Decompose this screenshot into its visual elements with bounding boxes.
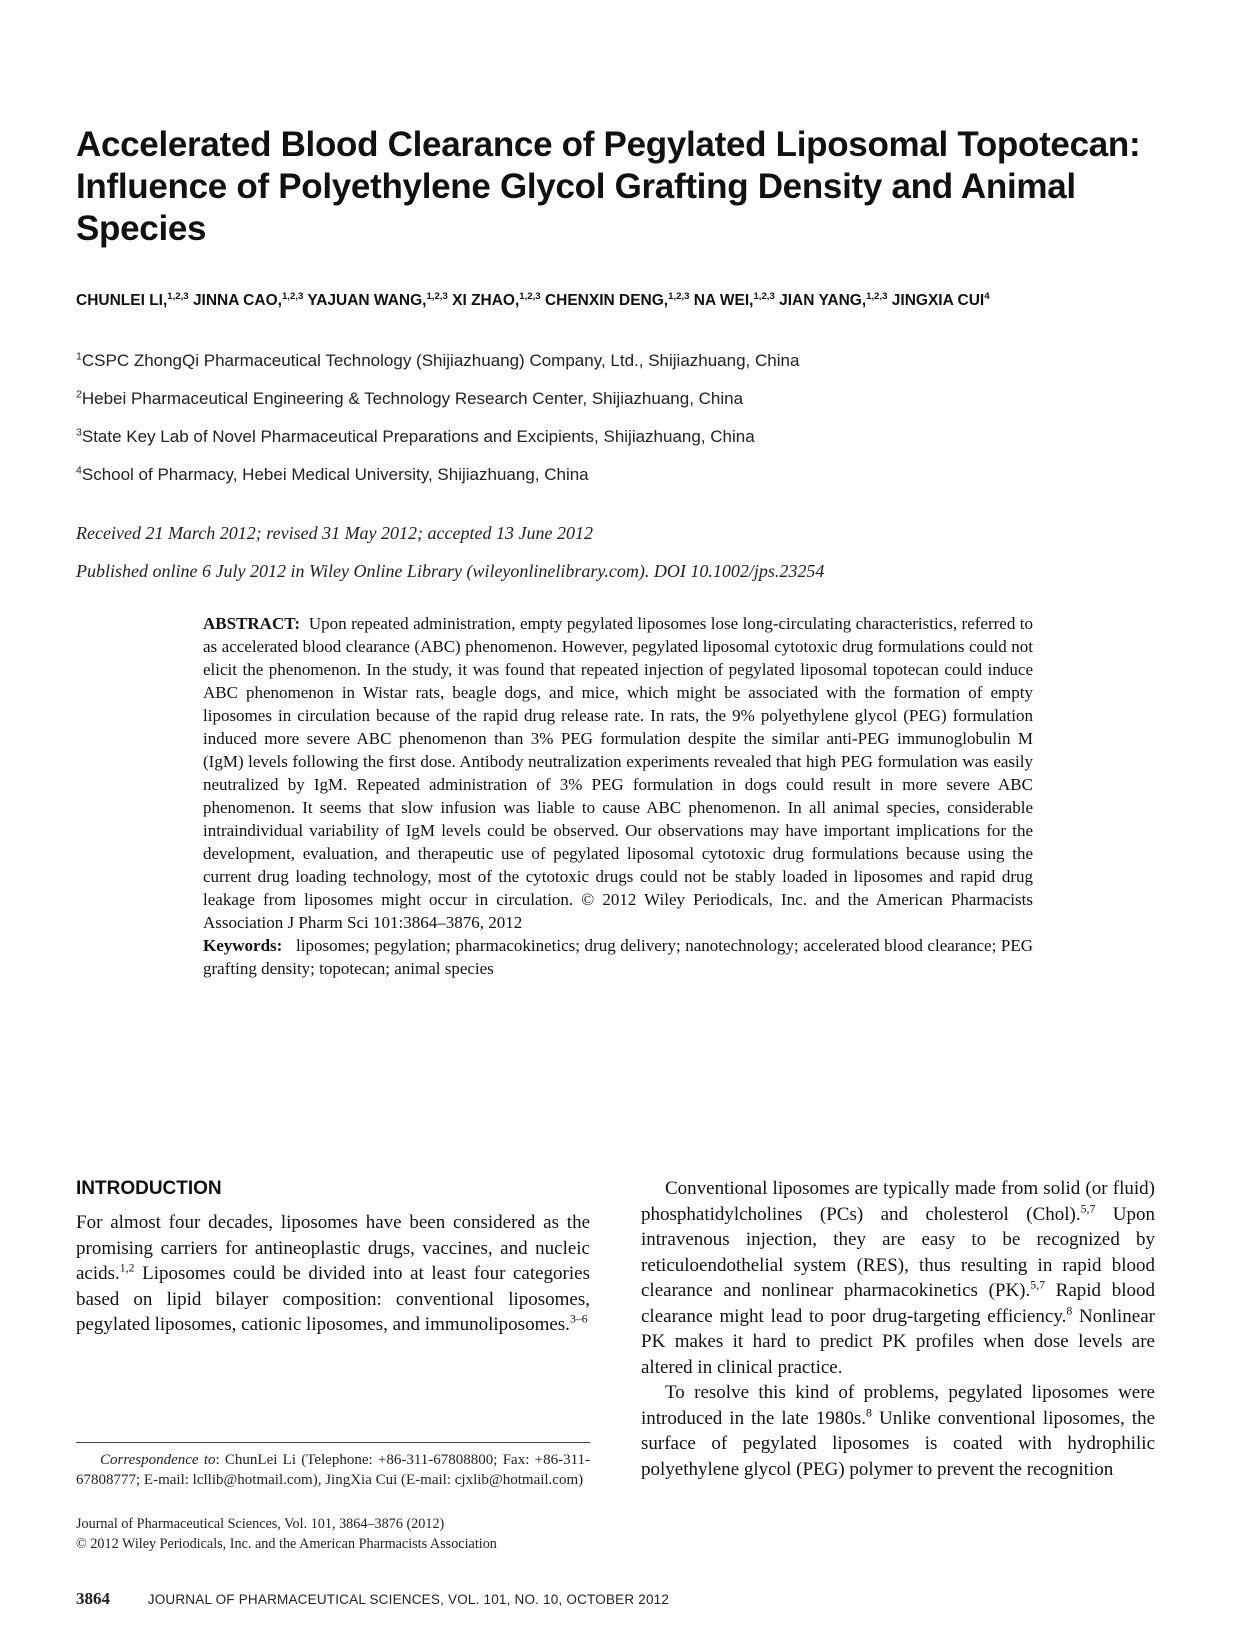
affiliation [76, 426, 1166, 448]
author-name: JINGXIA CUI [891, 292, 985, 309]
affiliation-number: 3 [76, 426, 82, 439]
affiliation-text: Hebei Pharmaceutical Engineering & Technology Research Center, Shijiazhuang, China [81, 389, 744, 408]
intro-text: Liposomes could be divided into at least four categories based on lipid bilayer composition: conventional liposomes, pegylated liposomes, cationic liposomes, and immunoliposomes. [76, 1263, 590, 1335]
author-name: JIAN YANG, [779, 292, 867, 309]
author-affiliation-mark: 1,2,3 [167, 290, 189, 302]
abstract-text: Upon repeated administration, empty pegylated liposomes lose long-circulating characteristics, referred to as accelerated blood clearance (ABC) phenomenon. However, pegylated liposomal cytotoxic drug formulations could not elicit the phenomenon. In the study, it was found that repeated injection of pegylated liposomal topotecan could induce ABC phenomenon in Wistar rats, beagle dogs, and mice, which might be associated with the formation of empty liposomes in circulation because of the rapid drug release rate. In rats, the 9% polyethylene glycol (PEG) formulation induced more severe ABC phenomenon than 3% PEG formulation despite the similar anti-PEG immunoglobulin M (IgM) levels following the first dose. Antibody neutralization experiments revealed that high PEG formulation was easily neutralized by IgM. Repeated administration of 3% PEG formulation in dogs could result in more severe ABC phenomenon. It seems that slow infusion was liable to cause ABC phenomenon. In all animal species, considerable intraindividual variability of IgM levels could be observed. Our observations may have important implications for the development, evaluation, and therapeutic use of pegylated liposomal cytotoxic drug formulations because using the current drug loading technology, most of the cytotoxic drugs could not be stably loaded in liposomes and rapid drug leakage from liposomes might occur in circulation. © 2012 Wiley Periodicals, Inc. and the American Pharmacists Association J Pharm Sci 101:3864–3876, 2012 [203, 614, 1033, 932]
keywords-text: liposomes; pegylation; pharmacokinetics; drug delivery; nanotechnology; accelerated blood clearance; PEG grafting density; topotecan; animal species [203, 936, 1033, 978]
right-column [641, 1176, 1155, 1482]
author-name: JINNA CAO, [192, 292, 282, 309]
body-text: Unlike conventional liposomes, the surface of pegylated liposomes is coated with hydrophilic polyethylene glycol (PEG) polymer to prevent the recognition [641, 1407, 1155, 1480]
author-affiliation-mark: 1,2,3 [753, 290, 775, 302]
section-heading: INTRODUCTION [76, 1178, 222, 1199]
author [779, 292, 887, 309]
affiliation-text: CSPC ZhongQi Pharmaceutical Technology (Shijiazhuang) Company, Ltd., Shijiazhuang, China [81, 351, 800, 370]
affiliation-text: School of Pharmacy, Hebei Medical University, Shijiazhuang, China [81, 465, 589, 484]
page-footer [76, 1589, 1166, 1609]
author-list [76, 290, 1166, 312]
author-affiliation-mark: 1,2,3 [519, 290, 541, 302]
author-name: CHUNLEI LI, [76, 292, 168, 309]
author [452, 292, 541, 309]
author-affiliation-mark: 1,2,3 [281, 290, 304, 302]
affiliation [76, 388, 1166, 410]
abstract [203, 612, 1033, 980]
body-text: To resolve this kind of problems, pegylated liposomes were introduced in the late 1980s. [641, 1382, 1155, 1429]
affiliation-number: 4 [76, 464, 82, 477]
correspondence-label: Correspondence to [100, 1452, 216, 1468]
page-number: 3864 [76, 1589, 110, 1608]
body-paragraph [641, 1176, 1155, 1380]
author [694, 292, 775, 309]
body-paragraph [641, 1380, 1155, 1482]
affiliation-number: 1 [76, 350, 82, 363]
affiliation-text: State Key Lab of Novel Pharmaceutical Preparations and Excipients, Shijiazhuang, China [81, 427, 755, 446]
author-name: CHENXIN DENG, [544, 292, 669, 309]
affiliation [76, 464, 1166, 486]
footer-journal: JOURNAL OF PHARMACEUTICAL SCIENCES, VOL. 101, NO. 10, OCTOBER 2012 [147, 1592, 670, 1607]
author-name: XI ZHAO, [452, 292, 520, 309]
author-name: YAJUAN WANG, [307, 292, 427, 309]
journal-line: Journal of Pharmaceutical Sciences, Vol. 101, 3864–3876 (2012) [76, 1516, 445, 1532]
author [892, 292, 990, 309]
affiliation [76, 350, 1166, 372]
body-text: Upon intravenous injection, they are easy to be recognized by reticuloendothelial system (RES), thus resulting in rapid blood clearance and nonlinear pharmacokinetics (PK). [641, 1203, 1155, 1301]
received-dates: Received 21 March 2012; revised 31 May 2012; accepted 13 June 2012 [76, 523, 593, 543]
citation: 1,2 [119, 1261, 135, 1275]
footnote-divider [76, 1442, 590, 1443]
correspondence-text: : ChunLei Li (Telephone: +86-311-67808800; Fax: +86-311-67808777; E-mail: lcllib@hotmail.com), JingXia Cui (E-mail: cjxlib@hotmail.com) [76, 1452, 591, 1488]
body-text: Rapid blood clearance might lead to poor drug-targeting efficiency. [641, 1280, 1155, 1327]
author [545, 292, 690, 309]
author [307, 292, 448, 309]
author [76, 292, 189, 309]
keywords-label: Keywords: [203, 936, 283, 955]
article-title: Accelerated Blood Clearance of Pegylated Liposomal Topotecan: Influence of Polyethylene Glycol Grafting Density and Animal Species [76, 125, 1141, 248]
citation: 8 [1066, 1304, 1073, 1318]
intro-text: For almost four decades, liposomes have been considered as the promising carriers for antineoplastic drugs, vaccines, and nucleic acids. [76, 1212, 590, 1284]
body-text: Conventional liposomes are typically made from solid (or fluid) phosphatidylcholines (PCs) and cholesterol (Chol). [641, 1178, 1155, 1225]
correspondence-note [76, 1450, 590, 1490]
citation: 8 [866, 1406, 872, 1420]
author-affiliation-mark: 1,2,3 [426, 290, 448, 302]
citation: 5,7 [1030, 1278, 1045, 1292]
author [193, 292, 303, 309]
author-affiliation-mark: 4 [984, 290, 990, 302]
author-affiliation-mark: 1,2,3 [866, 290, 888, 302]
author-affiliation-mark: 1,2,3 [668, 290, 690, 302]
author-name: NA WEI, [693, 292, 754, 309]
copyright-line: © 2012 Wiley Periodicals, Inc. and the American Pharmacists Association [76, 1536, 497, 1552]
journal-citation-note [76, 1514, 590, 1554]
keywords [203, 934, 1033, 980]
intro-paragraph [76, 1210, 590, 1338]
citation: 5,7 [1080, 1202, 1096, 1216]
citation: 3–6 [569, 1312, 588, 1326]
affiliation-number: 2 [76, 388, 82, 401]
abstract-label: ABSTRACT: [203, 614, 300, 633]
body-text: Nonlinear PK makes it hard to predict PK profiles when dose levels are altered in clinical practice. [641, 1305, 1155, 1378]
publication-info: Published online 6 July 2012 in Wiley Online Library (wileyonlinelibrary.com). DOI 10.1002/jps.23254 [76, 561, 825, 581]
